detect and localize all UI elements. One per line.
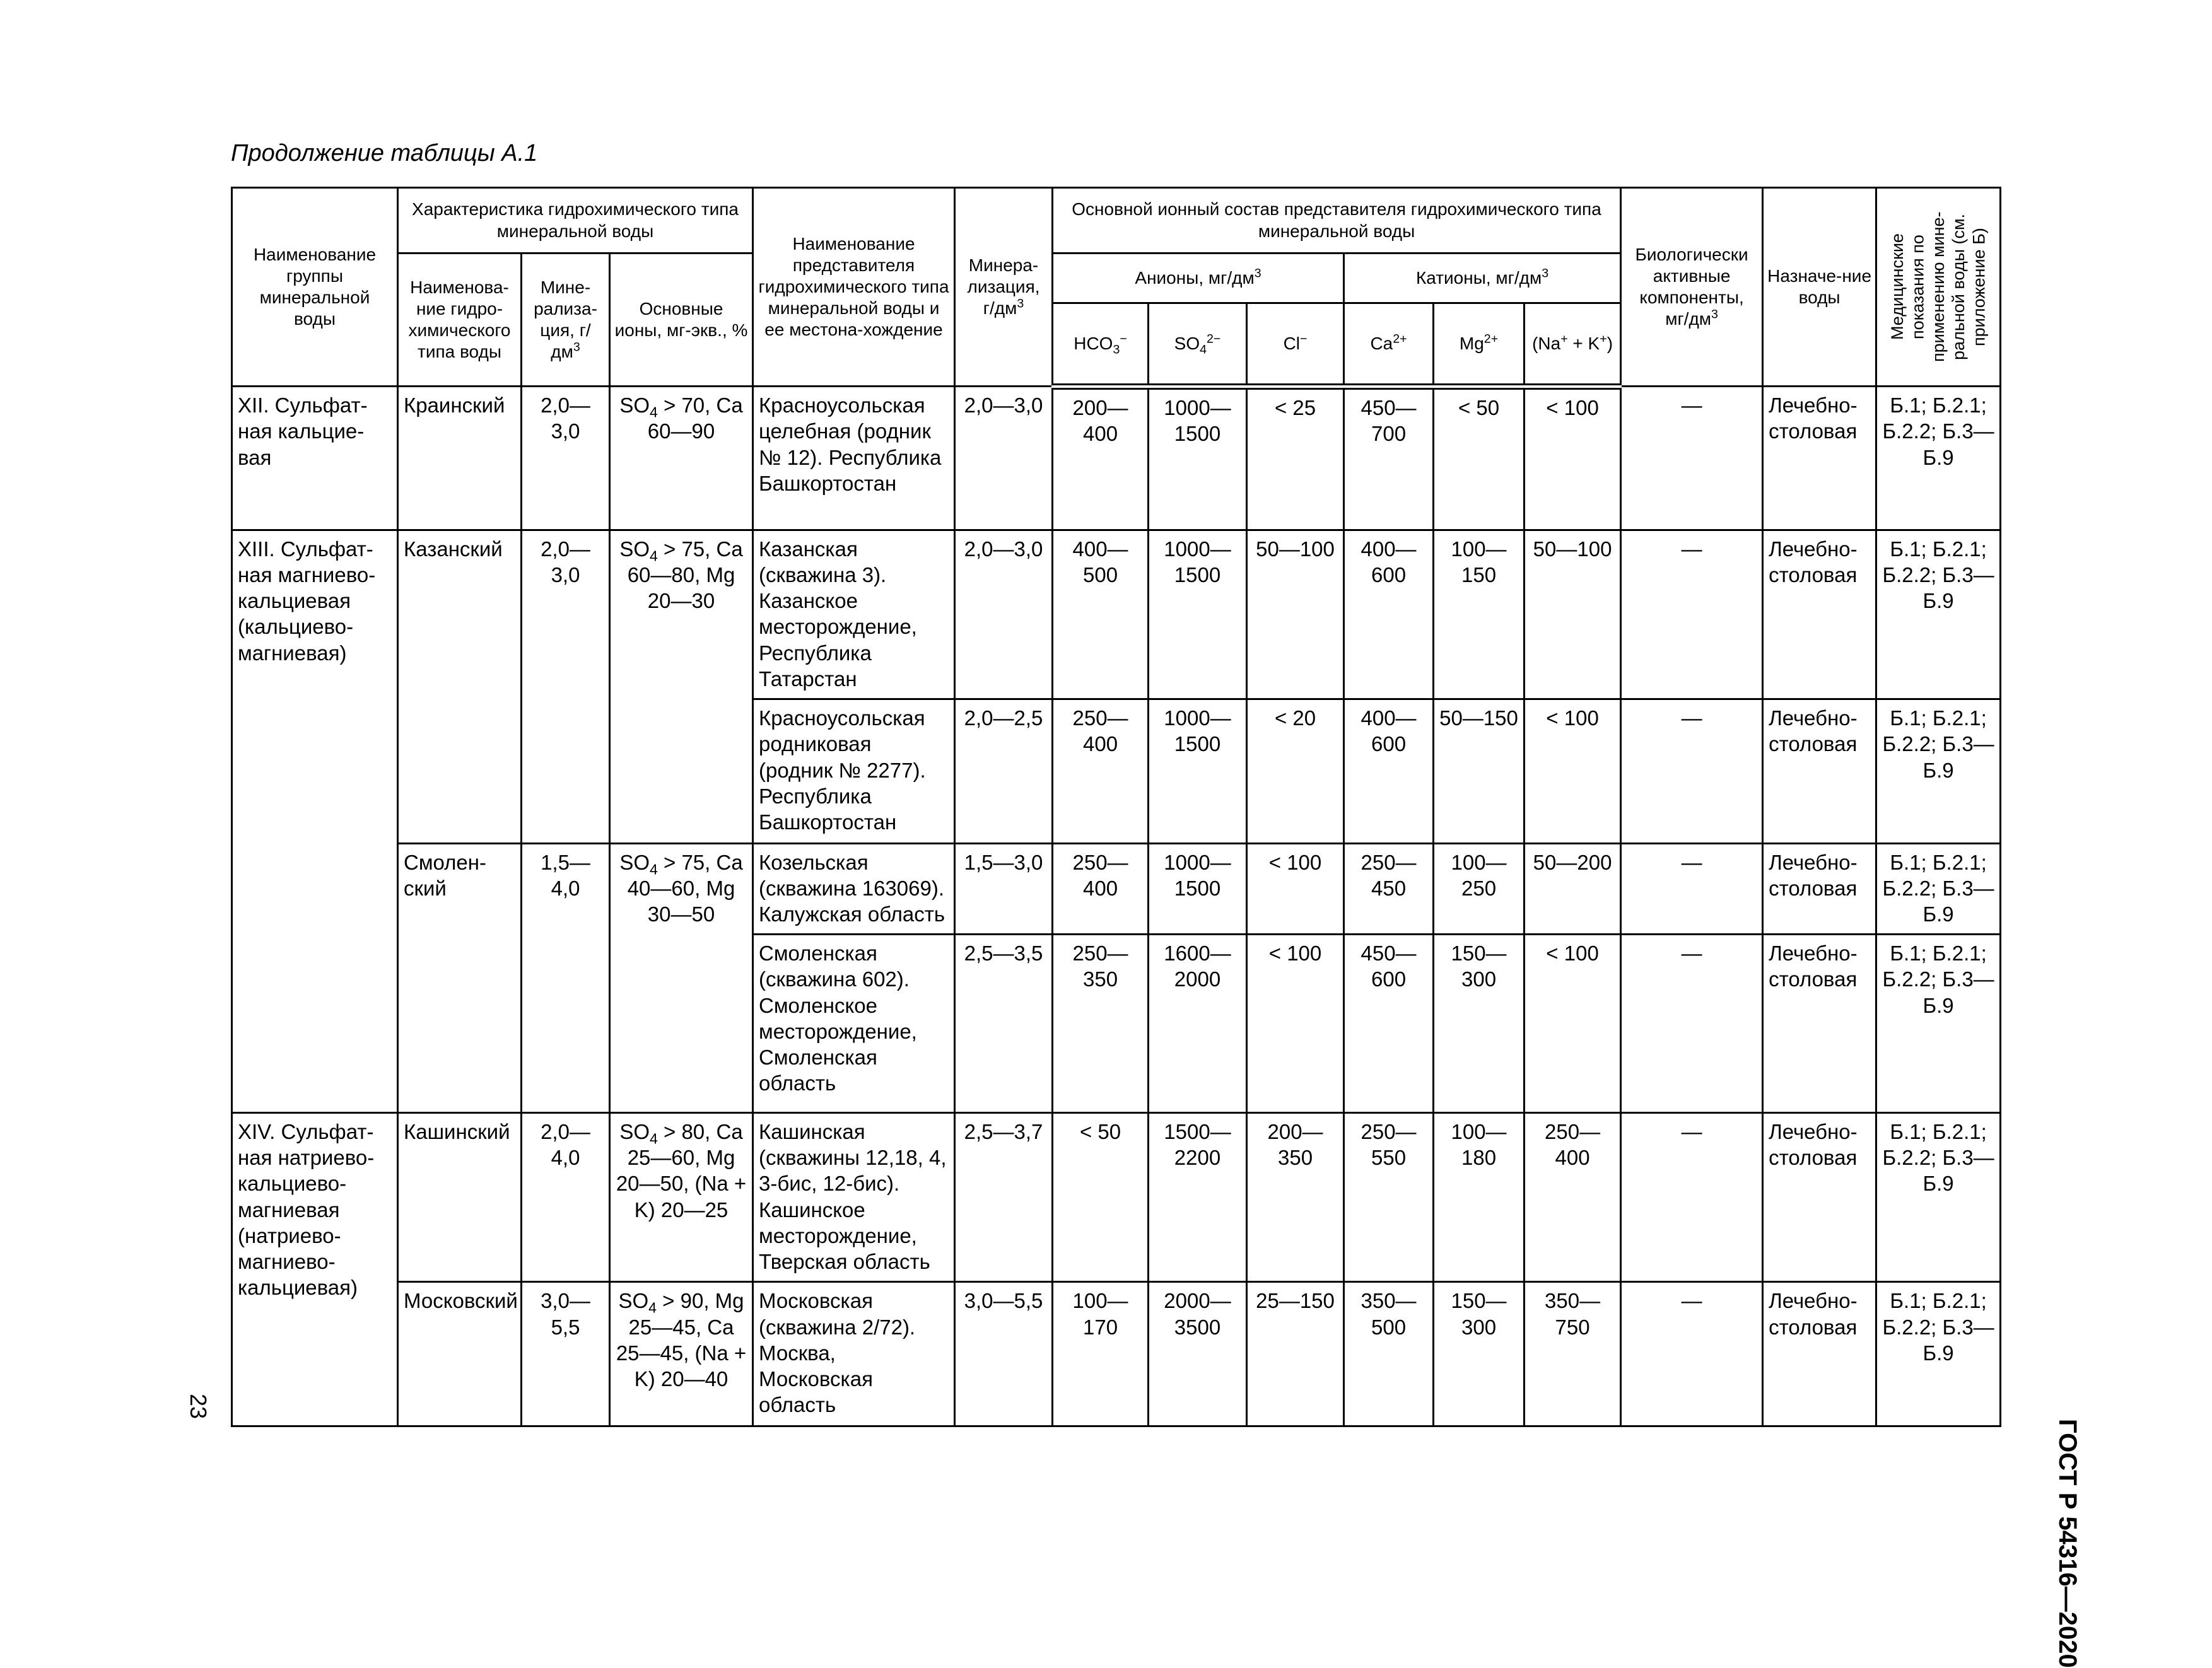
- cell-cl: 25—150: [1247, 1282, 1344, 1426]
- cell-rep-mineral: 1,5—3,0: [955, 843, 1053, 934]
- cell-group: XIV. Сульфат-ная натриево-кальциево-магниевая (натриево-магниево-кальциевая): [232, 1112, 398, 1426]
- header-rep-mineralization: [955, 188, 1053, 387]
- cell-medical: Б.1; Б.2.1; Б.2.2; Б.3—Б.9: [1876, 1282, 2001, 1426]
- cell-medical: Б.1; Б.2.1; Б.2.2; Б.3—Б.9: [1876, 843, 2001, 934]
- cell-so4: 1000—1500: [1149, 843, 1247, 934]
- cell-mineral: 2,0—4,0: [522, 1112, 610, 1282]
- header-medical: [1876, 188, 2001, 387]
- cell-representative: Козельская (скважина 163069). Калужская область: [753, 843, 955, 934]
- cell-mg: 100—180: [1434, 1112, 1524, 1282]
- cell-type: Кашинский: [398, 1112, 522, 1282]
- cell-medical: Б.1; Б.2.1; Б.2.2; Б.3—Б.9: [1876, 387, 2001, 530]
- cell-representative: Красноусольская родниковая (родник № 2277). Республика Башкортостан: [753, 699, 955, 844]
- cell-nak: 50—100: [1524, 530, 1621, 699]
- cell-bio: —: [1621, 935, 1763, 1113]
- cell-medical: Б.1; Б.2.1; Б.2.2; Б.3—Б.9: [1876, 1112, 2001, 1282]
- header-cations-label: Катионы, мг/дм: [1415, 267, 1542, 288]
- cell-representative: Смоленская (скважина 602). Смоленское месторождение, Смоленская область: [753, 935, 955, 1113]
- cell-purpose: Лечебно-столовая: [1763, 530, 1876, 699]
- cell-ions: $SO_4 > 75$, Ca 40—60, Mg 30—50: [610, 843, 753, 1112]
- cell-ca: 400—600: [1344, 530, 1434, 699]
- cell-rep-mineral: 2,0—3,0: [955, 387, 1053, 530]
- cell-mineral: 2,0—3,0: [522, 387, 610, 530]
- header-rep-mineral-label: Минера-лизация,: [967, 255, 1040, 296]
- header-type-mineral-label: Мине-рализа-ция,: [534, 277, 597, 340]
- cell-hco3: 250—400: [1053, 843, 1149, 934]
- cell-purpose: Лечебно-столовая: [1763, 843, 1876, 934]
- cell-mg: 150—300: [1434, 935, 1524, 1113]
- cell-type: Казанский: [398, 530, 522, 843]
- sup-3: 3: [1017, 296, 1024, 311]
- cell-type: Краинский: [398, 387, 522, 530]
- cell-mineral: 3,0—5,5: [522, 1282, 610, 1426]
- header-mg: $Mg^{2+}$: [1434, 303, 1524, 387]
- cell-mg: < 50: [1434, 387, 1524, 530]
- cell-hco3: 200—400: [1053, 387, 1149, 530]
- cell-group: XIII. Сульфат-ная магниево-кальциевая (кальциево-магниевая): [232, 530, 398, 1112]
- cell-bio: —: [1621, 699, 1763, 844]
- cell-ca: 250—450: [1344, 843, 1434, 934]
- table-row: [232, 387, 2001, 530]
- header-rep-mineral-unit: г/дм: [983, 298, 1017, 318]
- cell-representative: Кашинская (скважины 12,18, 4, 3-бис, 12-бис). Кашинское месторождение, Тверская область: [753, 1112, 955, 1282]
- header-group-name: Наименование группы минеральной воды: [232, 188, 398, 387]
- sup-3: 3: [1254, 266, 1261, 281]
- header-cl: Cl−: [1247, 303, 1344, 387]
- cell-rep-mineral: 2,5—3,5: [955, 935, 1053, 1113]
- cell-bio: —: [1621, 387, 1763, 530]
- header-bio-label: Биологически активные компоненты, мг/дм: [1635, 244, 1748, 329]
- cell-mg: 100—150: [1434, 530, 1524, 699]
- sup-3: 3: [573, 340, 580, 354]
- cell-nak: < 100: [1524, 935, 1621, 1113]
- cell-mineral: 1,5—4,0: [522, 843, 610, 1112]
- cell-nak: 350—750: [1524, 1282, 1621, 1426]
- cell-representative: Красноусольская целебная (родник № 12). Республика Башкортостан: [753, 387, 955, 530]
- cell-mg: 150—300: [1434, 1282, 1524, 1426]
- header-type-mineral-unit: г/дм: [551, 320, 591, 362]
- header-representative: Наименование представителя гидрохимического типа минеральной воды и ее местона-хождение: [753, 188, 955, 387]
- cell-rep-mineral: 2,0—2,5: [955, 699, 1053, 844]
- cell-mg: 50—150: [1434, 699, 1524, 844]
- cell-so4: 1600—2000: [1149, 935, 1247, 1113]
- cell-purpose: Лечебно-столовая: [1763, 935, 1876, 1113]
- table-row: [232, 843, 2001, 934]
- cell-medical: Б.1; Б.2.1; Б.2.2; Б.3—Б.9: [1876, 530, 2001, 699]
- cell-bio: —: [1621, 1282, 1763, 1426]
- header-main-ions: Основные ионы, мг-экв., %: [610, 254, 753, 387]
- cell-ca: 450—600: [1344, 935, 1434, 1113]
- cell-hco3: < 50: [1053, 1112, 1149, 1282]
- cell-medical: Б.1; Б.2.1; Б.2.2; Б.3—Б.9: [1876, 699, 2001, 844]
- page-number: 23: [185, 1394, 211, 1420]
- header-purpose: Назначе-ние воды: [1763, 188, 1876, 387]
- cell-nak: 50—200: [1524, 843, 1621, 934]
- cell-nak: 250—400: [1524, 1112, 1621, 1282]
- cell-ions: $SO_4 > 90$, Mg 25—45, Ca 25—45, (Na + K) 20—40: [610, 1282, 753, 1426]
- cell-hco3: 250—350: [1053, 935, 1149, 1113]
- cell-bio: —: [1621, 843, 1763, 934]
- cell-ions: $SO_4 > 80$, Ca 25—60, Mg 20—50, (Na + K) 20—25: [610, 1112, 753, 1282]
- header-type-mineralization: [522, 254, 610, 387]
- cell-bio: —: [1621, 530, 1763, 699]
- cell-cl: < 100: [1247, 935, 1344, 1113]
- header-ion-composition: Основной ионный состав представителя гидрохимического типа минеральной воды: [1053, 188, 1621, 254]
- cell-hco3: 400—500: [1053, 530, 1149, 699]
- cell-cl: 200—350: [1247, 1112, 1344, 1282]
- mineral-water-table: [231, 187, 2001, 1427]
- cell-representative: Казанская (скважина 3). Казанское месторождение, Республика Татарстан: [753, 530, 955, 699]
- cell-rep-mineral: 2,0—3,0: [955, 530, 1053, 699]
- cell-rep-mineral: 2,5—3,7: [955, 1112, 1053, 1282]
- cell-representative: Московская (скважина 2/72). Москва, Московская область: [753, 1282, 955, 1426]
- cell-so4: 1500—2200: [1149, 1112, 1247, 1282]
- cell-so4: 1000—1500: [1149, 387, 1247, 530]
- cell-so4: 2000—3500: [1149, 1282, 1247, 1426]
- header-so4: $SO_4^{2-}$: [1149, 303, 1247, 387]
- cell-mineral: 2,0—3,0: [522, 530, 610, 843]
- header-bio: [1621, 188, 1763, 387]
- cell-type: Смолен-ский: [398, 843, 522, 1112]
- cell-cl: < 100: [1247, 843, 1344, 934]
- header-cations: [1344, 254, 1621, 303]
- header-anions: [1053, 254, 1344, 303]
- cell-cl: < 20: [1247, 699, 1344, 844]
- cell-cl: < 25: [1247, 387, 1344, 530]
- cell-purpose: Лечебно-столовая: [1763, 387, 1876, 530]
- standard-code: ГОСТ Р 54316—2020: [2054, 1419, 2081, 1668]
- header-type-name: Наименова-ние гидро-химического типа воды: [398, 254, 522, 387]
- cell-hco3: 250—400: [1053, 699, 1149, 844]
- cell-cl: 50—100: [1247, 530, 1344, 699]
- cell-purpose: Лечебно-столовая: [1763, 699, 1876, 844]
- cell-bio: —: [1621, 1112, 1763, 1282]
- cell-ca: 350—500: [1344, 1282, 1434, 1426]
- cell-group: XII. Сульфат-ная кальцие-вая: [232, 387, 398, 530]
- cell-ions: $SO_4 > 70$, Ca 60—90: [610, 387, 753, 530]
- cell-so4: 1000—1500: [1149, 530, 1247, 699]
- cell-purpose: Лечебно-столовая: [1763, 1282, 1876, 1426]
- cell-ca: 450—700: [1344, 387, 1434, 530]
- cell-medical: Б.1; Б.2.1; Б.2.2; Б.3—Б.9: [1876, 935, 2001, 1113]
- sup-3: 3: [1711, 307, 1718, 322]
- cell-rep-mineral: 3,0—5,5: [955, 1282, 1053, 1426]
- cell-hco3: 100—170: [1053, 1282, 1149, 1426]
- header-ca: $Ca^{2+}$: [1344, 303, 1434, 387]
- table-row: [232, 1282, 2001, 1426]
- header-hco3: $HCO_3^-$: [1053, 303, 1149, 387]
- header-nak: (Na+ + K+): [1524, 303, 1621, 387]
- cell-nak: < 100: [1524, 699, 1621, 844]
- cell-type: Московский: [398, 1282, 522, 1426]
- cell-ca: 400—600: [1344, 699, 1434, 844]
- cell-purpose: Лечебно-столовая: [1763, 1112, 1876, 1282]
- cell-nak: < 100: [1524, 387, 1621, 530]
- header-hydrochem-char: Характеристика гидрохимического типа минеральной воды: [398, 188, 753, 254]
- header-medical-text: Медицинские показания по применению мине-ральной воды (см. приложение Б): [1888, 211, 1989, 363]
- sup-3: 3: [1542, 266, 1549, 281]
- table-caption: Продолжение таблицы А.1: [231, 140, 538, 166]
- cell-mg: 100—250: [1434, 843, 1524, 934]
- cell-ca: 250—550: [1344, 1112, 1434, 1282]
- table-row: [232, 530, 2001, 699]
- cell-ions: $SO_4 > 75$, Ca 60—80, Mg 20—30: [610, 530, 753, 843]
- cell-so4: 1000—1500: [1149, 699, 1247, 844]
- header-anions-label: Анионы, мг/дм: [1135, 267, 1255, 288]
- table-row: [232, 1112, 2001, 1282]
